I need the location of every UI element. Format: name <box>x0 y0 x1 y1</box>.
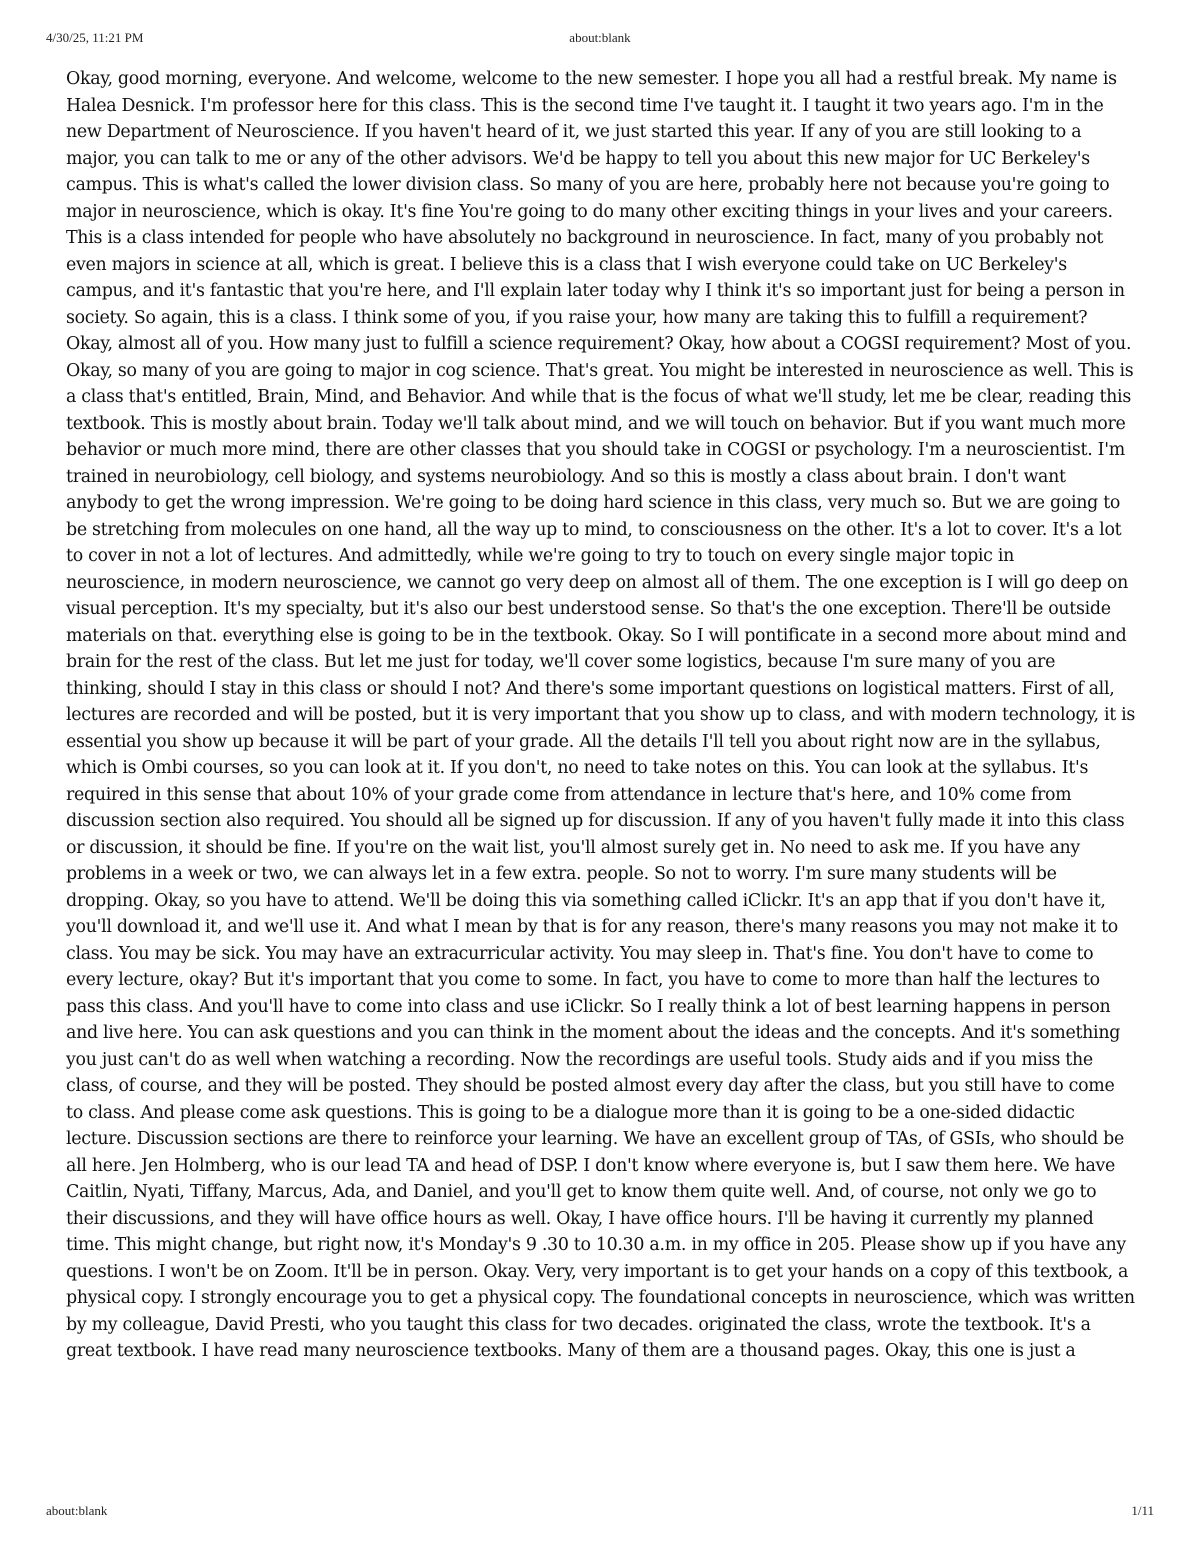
print-page-title: about:blank <box>569 30 631 45</box>
transcript-body: Okay, good morning, everyone. And welcome, welcome to the new semester. I hope you all had a restful break. My name is Halea Desnick. I'm professor here for this class. This is the second time I've taught it. I taught it two years ago. I'm in the new Department of Neuroscience. If you haven't heard of it, we just started this year. If any of you are still looking to a major, you can talk to me or any of the other advisors. We'd be happy to tell you about this new major for UC Berkeley's campus. This is what's called the lower division class. So many of you are here, probably here not because you're going to major in neuroscience, which is okay. It's fine You're going to do many other exciting things in your lives and your careers. This is a class intended for people who have absolutely no background in neuroscience. In fact, many of you probably not even majors in science at all, which is great. I believe this is a class that I wish everyone could take on UC Berkeley's campus, and it's fantastic that you're here, and I'll explain later today why I think it's so important just for being a person in society. So again, this is a class. I think some of you, if you raise your, how many are taking this to fulfill a requirement? Okay, almost all of you. How many just to fulfill a science requirement? Okay, how about a COGSI requirement? Most of you. Okay, so many of you are going to major in cog science. That's great. You might be interested in neuroscience as well. This is a class that's entitled, Brain, Mind, and Behavior. And while that is the focus of what we'll study, let me be clear, reading this textbook. This is mostly about brain. Today we'll talk about mind, and we will touch on behavior. But if you want much more behavior or much more mind, there are other classes that you should take in COGSI or psychology. I'm a neuroscientist. I'm trained in neurobiology, cell biology, and systems neurobiology. And so this is mostly a class about brain. I don't want anybody to get the wrong impression. We're going to be doing hard science in this class, very much so. But we are going to be stretching from molecules on one hand, all the way up to mind, to consciousness on the other. It's a lot to cover. It's a lot to cover in not a lot of lectures. And admittedly, while we're going to try to touch on every single major topic in neuroscience, in modern neuroscience, we cannot go very deep on almost all of them. The one exception is I will go deep on visual perception. It's my specialty, but it's also our best understood sense. So that's the one exception. There'll be outside materials on that. everything else is going to be in the textbook. Okay. So I will pontificate in a second more about mind and brain for the rest of the class. But let me just for today, we'll cover some logistics, because I'm sure many of you are thinking, should I stay in this class or should I not? And there's some important questions on logistical matters. First of all, lectures are recorded and will be posted, but it is very important that you show up to class, and with modern technology, it is essential you show up because it will be part of your grade. All the details I'll tell you about right now are in the syllabus, which is Ombi courses, so you can look at it. If you don't, no need to take notes on this. You can look at the syllabus. It's required in this sense that about 10% of your grade come from attendance in lecture that's here, and 10% come from discussion section also required. You should all be signed up for discussion. If any of you haven't fully made it into this class or discussion, it should be fine. If you're on the wait list, you'll almost surely get in. No need to ask me. If you have any problems in a week or two, we can always let in a few extra. people. So not to worry. I'm sure many students will be dropping. Okay, so you have to attend. We'll be doing this via something called iClickr. It's an app that if you don't have it, you'll download it, and we'll use it. And what I mean by that is for any reason, there's many reasons you may not make it to class. You may be sick. You may have an extracurricular activity. You may sleep in. That's fine. You don't have to come to every lecture, okay? But it's important that you come to some. In fact, you have to come to more than half the lectures to pass this class. And you'll have to come into class and use iClickr. So I really think a lot of best learning happens in person and live here. You can ask questions and you can think in the moment about the ideas and the concepts. And it's something you just can't do as well when watching a recording. Now the recordings are useful tools. Study aids and if you miss the class, of course, and they will be posted. They should be posted almost every day after the class, but you still have to come to class. And please come ask questions. This is going to be a dialogue more than it is going to be a one-sided didactic lecture. Discussion sections are there to reinforce your learning. We have an excellent group of TAs, of GSIs, who should be all here. Jen Holmberg, who is our lead TA and head of DSP. I don't know where everyone is, but I saw them here. We have Caitlin, Nyati, Tiffany, Marcus, Ada, and Daniel, and you'll get to know them quite well. And, of course, not only we go to their discussions, and they will have office hours as well. Okay, I have office hours. I'll be having it currently my planned time. This might change, but right now, it's Monday's 9 .30 to 10.30 a.m. in my office in 205. Please show up if you have any questions. I won't be on Zoom. It'll be in person. Okay. Very, very important is to get your hands on a copy of this textbook, a physical copy. I strongly encourage you to get a physical copy. The foundational concepts in neuroscience, which was written by my colleague, David Presti, who you taught this class for two decades. originated the class, wrote the textbook. It's a great textbook. I have read many neuroscience textbooks. Many of them are a thousand pages. Okay, this one is just a <box>66 69 1136 1361</box>
print-footer <box>46 1503 1154 1523</box>
print-header <box>46 30 1154 50</box>
page-number: 1/11 <box>1131 1503 1154 1518</box>
print-datetime: 4/30/25, 11:21 PM <box>46 30 144 45</box>
print-footer-url: about:blank <box>46 1503 108 1518</box>
